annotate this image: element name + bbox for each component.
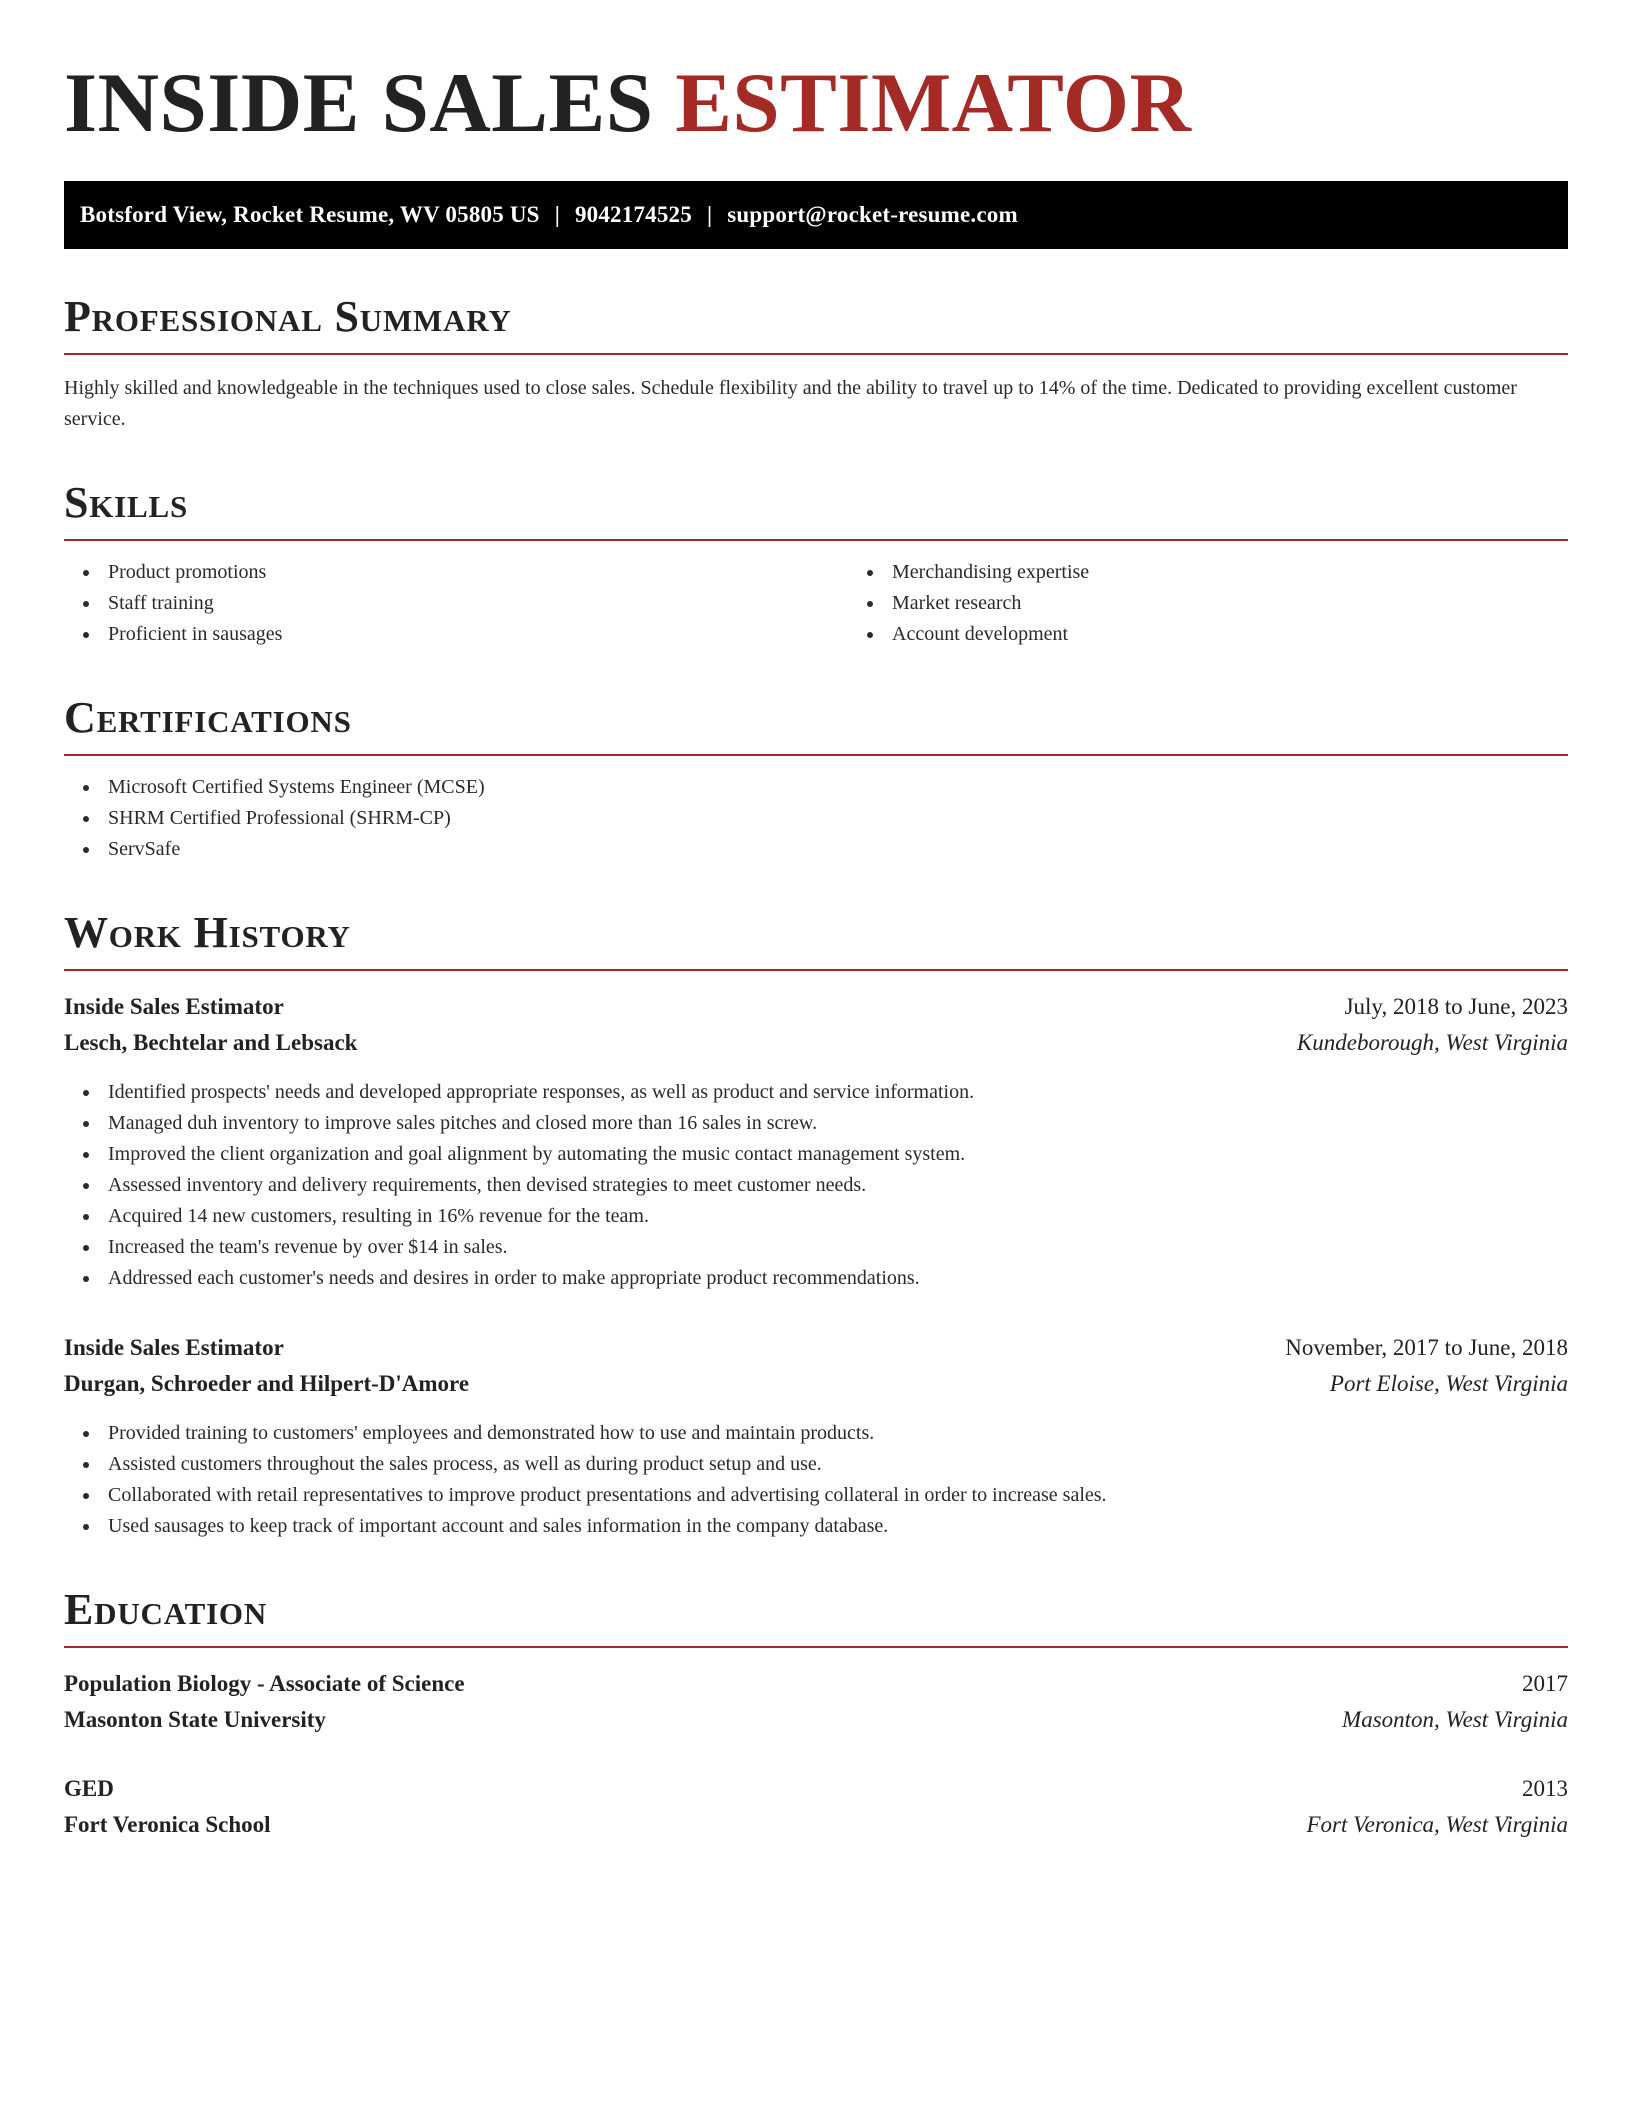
skill-item: Merchandising expertise	[892, 557, 1568, 588]
job-company-row	[64, 1366, 1568, 1402]
section-title-skills: Skills	[64, 481, 1568, 541]
job-header-row	[64, 989, 1568, 1025]
education-location: Masonton, West Virginia	[1342, 1707, 1568, 1732]
title-main: INSIDE SALES	[64, 56, 654, 150]
job-bullet: Managed duh inventory to improve sales pitches and closed more than 16 sales in screw.	[108, 1108, 1568, 1139]
job-entry	[64, 989, 1568, 1294]
certifications-section	[64, 693, 1568, 865]
certification-item: ServSafe	[108, 834, 1568, 865]
section-title-work-history: Work History	[64, 911, 1568, 971]
contact-address: Botsford View, Rocket Resume, WV 05805 US	[80, 202, 540, 227]
education-degree-row	[64, 1666, 1568, 1702]
job-dates: November, 2017 to June, 2018	[1285, 1335, 1568, 1360]
job-entry	[64, 1330, 1568, 1542]
work-history-section	[64, 908, 1568, 1542]
job-bullet: Improved the client organization and goal alignment by automating the music contact management system.	[108, 1139, 1568, 1170]
contact-separator: |	[706, 202, 713, 227]
education-location: Fort Veronica, West Virginia	[1306, 1812, 1568, 1837]
job-bullet: Addressed each customer's needs and desires in order to make appropriate product recommendations.	[108, 1263, 1568, 1294]
job-bullet: Assessed inventory and delivery requirements, then devised strategies to meet customer needs.	[108, 1170, 1568, 1201]
contact-phone: 9042174525	[574, 202, 692, 227]
skills-list-left	[64, 557, 848, 650]
job-company-row	[64, 1025, 1568, 1061]
certification-item: SHRM Certified Professional (SHRM-CP)	[108, 803, 1568, 834]
job-bullets	[64, 1418, 1568, 1542]
education-school: Masonton State University	[64, 1707, 326, 1732]
education-degree: Population Biology - Associate of Science	[64, 1671, 465, 1696]
skills-grid	[64, 557, 1568, 650]
job-location: Kundeborough, West Virginia	[1296, 1030, 1568, 1055]
section-title-summary: Professional Summary	[64, 295, 1568, 355]
section-title-education: Education	[64, 1588, 1568, 1648]
certifications-list	[64, 772, 1568, 865]
summary-section	[64, 292, 1568, 435]
job-bullet: Provided training to customers' employees and demonstrated how to use and maintain products.	[108, 1418, 1568, 1449]
job-location: Port Eloise, West Virginia	[1329, 1371, 1568, 1396]
job-bullet: Acquired 14 new customers, resulting in 16% revenue for the team.	[108, 1201, 1568, 1232]
job-dates: July, 2018 to June, 2023	[1344, 994, 1568, 1019]
job-company: Lesch, Bechtelar and Lebsack	[64, 1030, 358, 1055]
job-role: Inside Sales Estimator	[64, 1335, 284, 1360]
skills-section	[64, 478, 1568, 650]
job-bullet: Collaborated with retail representatives to improve product presentations and advertising collateral in order to increase sales.	[108, 1480, 1568, 1511]
job-company: Durgan, Schroeder and Hilpert-D'Amore	[64, 1371, 470, 1396]
education-year: 2013	[1522, 1776, 1568, 1801]
job-role: Inside Sales Estimator	[64, 994, 284, 1019]
skill-item: Market research	[892, 588, 1568, 619]
skill-item: Staff training	[108, 588, 848, 619]
education-school-row	[64, 1807, 1568, 1843]
job-bullet: Assisted customers throughout the sales process, as well as during product setup and use.	[108, 1449, 1568, 1480]
skills-list-right	[848, 557, 1568, 650]
education-entry	[64, 1666, 1568, 1738]
job-bullets	[64, 1077, 1568, 1294]
job-bullet: Increased the team's revenue by over $14 in sales.	[108, 1232, 1568, 1263]
summary-text: Highly skilled and knowledgeable in the techniques used to close sales. Schedule flexibility and the ability to travel up to 14% of the time. Dedicated to providing excellent customer service.	[64, 377, 1517, 430]
title-accent: ESTIMATOR	[675, 56, 1192, 150]
education-degree: GED	[64, 1776, 114, 1801]
job-header-row	[64, 1330, 1568, 1366]
certification-item: Microsoft Certified Systems Engineer (MCSE)	[108, 772, 1568, 803]
skill-item: Product promotions	[108, 557, 848, 588]
job-bullet: Used sausages to keep track of important account and sales information in the company database.	[108, 1511, 1568, 1542]
job-bullet: Identified prospects' needs and developed appropriate responses, as well as product and service information.	[108, 1077, 1568, 1108]
contact-email: support@rocket-resume.com	[727, 202, 1018, 227]
contact-separator: |	[554, 202, 560, 227]
skill-item: Proficient in sausages	[108, 619, 848, 650]
education-school: Fort Veronica School	[64, 1812, 271, 1837]
education-year: 2017	[1522, 1671, 1568, 1696]
contact-bar	[64, 181, 1568, 249]
education-section	[64, 1585, 1568, 1843]
education-entry	[64, 1771, 1568, 1843]
resume-title	[64, 52, 1568, 154]
skill-item: Account development	[892, 619, 1568, 650]
section-title-certifications: Certifications	[64, 696, 1568, 756]
education-school-row	[64, 1702, 1568, 1738]
education-degree-row	[64, 1771, 1568, 1807]
